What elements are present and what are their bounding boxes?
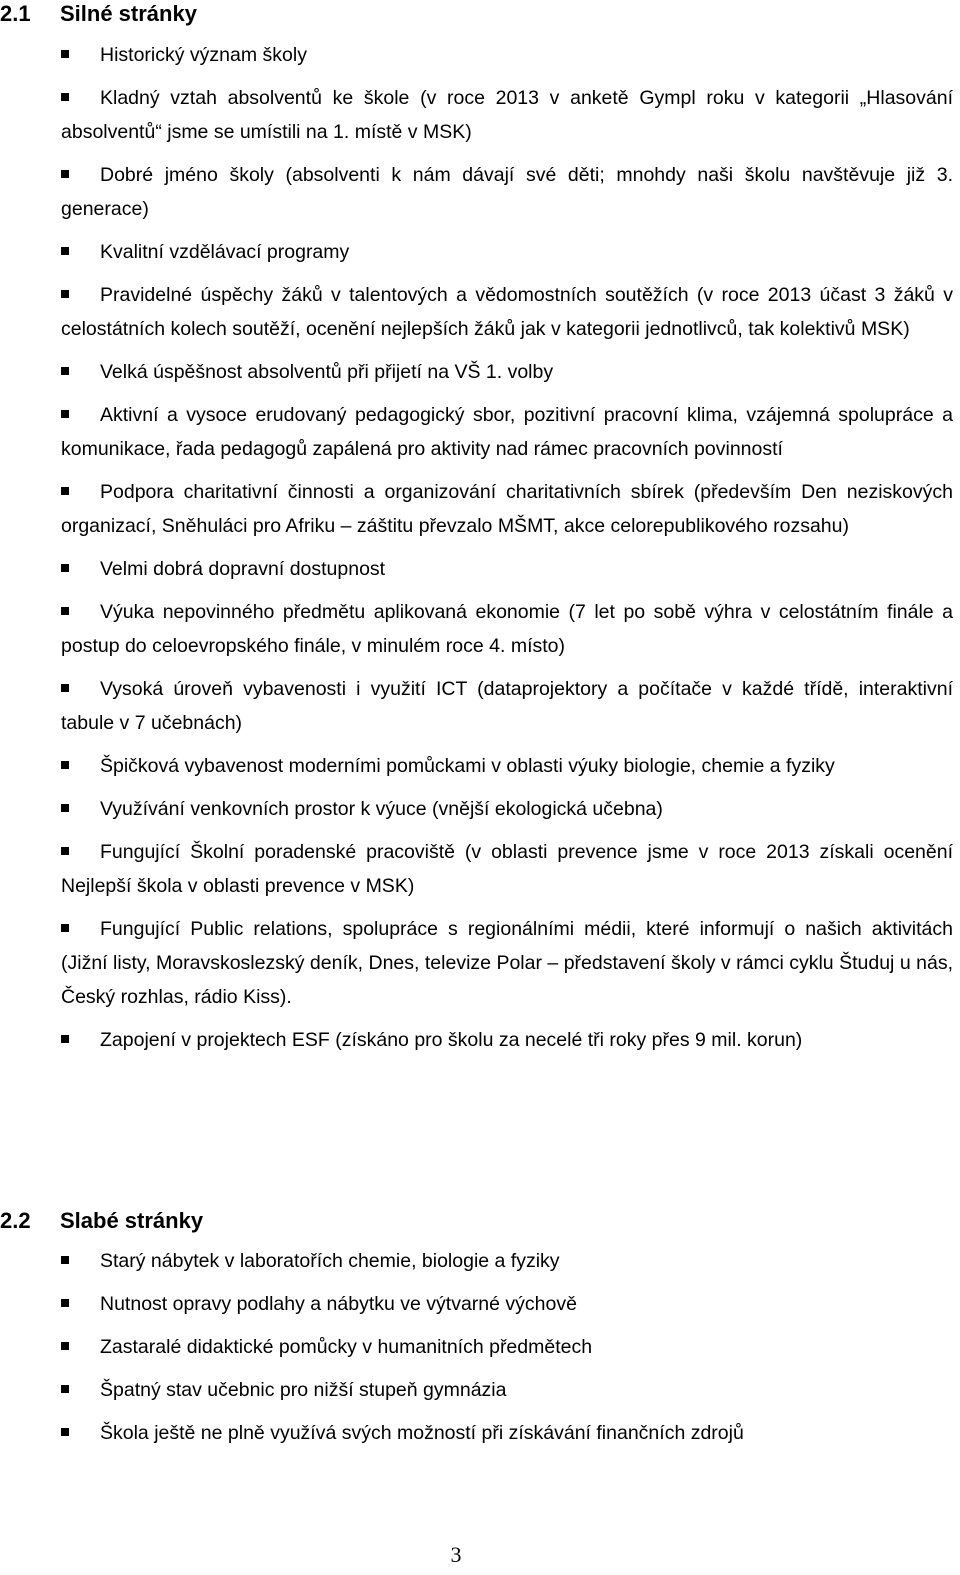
section-title: Silné stránky xyxy=(60,1,197,26)
list-item-text: Aktivní a vysoce erudovaný pedagogický sbor, pozitivní pracovní klima, vzájemná spolupráce a komunikace, řada pedagogů zapálená pro aktivity nad rámec pracovních povinností xyxy=(61,404,953,460)
square-bullet-icon xyxy=(61,247,69,255)
list-item xyxy=(61,835,953,903)
square-bullet-icon xyxy=(61,1342,69,1350)
list-item xyxy=(61,595,953,663)
list-item-text: Historický význam školy xyxy=(100,44,307,66)
square-bullet-icon xyxy=(61,804,69,812)
square-bullet-icon xyxy=(61,410,69,418)
list-item xyxy=(61,355,953,389)
list-item-text: Škola ještě ne plně využívá svých možností při získávání finančních zdrojů xyxy=(100,1422,744,1444)
square-bullet-icon xyxy=(61,684,69,692)
list-item xyxy=(61,1373,953,1407)
list-item-text: Dobré jméno školy (absolventi k nám dávají své děti; mnohdy naši školu navštěvuje již 3. generace) xyxy=(61,164,953,220)
list-item xyxy=(61,1023,953,1057)
list-item xyxy=(61,749,953,783)
section-number: 2.2 xyxy=(0,1208,31,1233)
section-heading-strengths xyxy=(0,0,197,28)
strengths-list xyxy=(61,38,953,1066)
list-item xyxy=(61,475,953,543)
section-heading-weaknesses xyxy=(0,1207,203,1235)
square-bullet-icon xyxy=(61,1299,69,1307)
list-item xyxy=(61,912,953,1014)
list-item-text: Nutnost opravy podlahy a nábytku ve výtvarné výchově xyxy=(100,1293,577,1315)
list-item-text: Velmi dobrá dopravní dostupnost xyxy=(100,558,386,580)
list-item-text: Kladný vztah absolventů ke škole (v roce 2013 v anketě Gympl roku v kategorii „Hlasování absolventů“ jsme se umístili na 1. místě v MSK) xyxy=(61,87,953,143)
list-item-text: Špičková vybavenost moderními pomůckami v oblasti výuky biologie, chemie a fyziky xyxy=(100,755,835,777)
list-item xyxy=(61,81,953,149)
square-bullet-icon xyxy=(61,487,69,495)
list-item-text: Starý nábytek v laboratořích chemie, biologie a fyziky xyxy=(100,1250,560,1272)
square-bullet-icon xyxy=(61,290,69,298)
list-item xyxy=(61,235,953,269)
square-bullet-icon xyxy=(61,1428,69,1436)
list-item-text: Zapojení v projektech ESF (získáno pro školu za necelé tři roky přes 9 mil. korun) xyxy=(100,1029,803,1051)
page-number: 3 xyxy=(450,1542,462,1567)
list-item xyxy=(61,1416,953,1450)
list-item xyxy=(61,398,953,466)
square-bullet-icon xyxy=(61,1035,69,1043)
square-bullet-icon xyxy=(61,367,69,375)
list-item-text: Fungující Školní poradenské pracoviště (v oblasti prevence jsme v roce 2013 získali ocenění Nejlepší škola v oblasti prevence v MSK) xyxy=(61,841,953,897)
list-item-text: Špatný stav učebnic pro nižší stupeň gymnázia xyxy=(100,1379,507,1401)
square-bullet-icon xyxy=(61,924,69,932)
list-item xyxy=(61,1330,953,1364)
list-item-text: Zastaralé didaktické pomůcky v humanitních předmětech xyxy=(100,1336,593,1358)
square-bullet-icon xyxy=(61,1385,69,1393)
list-item xyxy=(61,552,953,586)
list-item-text: Podpora charitativní činnosti a organizování charitativních sbírek (především Den neziskových organizací, Sněhuláci pro Afriku – záštitu převzalo MŠMT, akce celorepublikového rozsahu) xyxy=(61,481,953,537)
list-item-text: Výuka nepovinného předmětu aplikovaná ekonomie (7 let po sobě výhra v celostátním finále a postup do celoevropského finále, v minulém roce 4. místo) xyxy=(61,601,953,657)
square-bullet-icon xyxy=(61,93,69,101)
section-number: 2.1 xyxy=(0,1,31,26)
square-bullet-icon xyxy=(61,607,69,615)
list-item xyxy=(61,38,953,72)
list-item-text: Vysoká úroveň vybavenosti i využití ICT (dataprojektory a počítače v každé třídě, interaktivní tabule v 7 učebnách) xyxy=(61,678,953,734)
list-item xyxy=(61,792,953,826)
list-item-text: Využívání venkovních prostor k výuce (vnější ekologická učebna) xyxy=(100,798,663,820)
list-item xyxy=(61,1287,953,1321)
square-bullet-icon xyxy=(61,170,69,178)
list-item xyxy=(61,1244,953,1278)
square-bullet-icon xyxy=(61,564,69,572)
list-item-text: Velká úspěšnost absolventů při přijetí na VŠ 1. volby xyxy=(100,361,554,383)
list-item-text: Fungující Public relations, spolupráce s regionálními médii, které informují o našich aktivitách (Jižní listy, Moravskoslezský deník, Dnes, televize Polar – představení školy v rámci cyklu Študuj u nás, Český rozhlas, rádio Kiss). xyxy=(61,918,953,1008)
list-item xyxy=(61,158,953,226)
square-bullet-icon xyxy=(61,1256,69,1264)
list-item-text: Kvalitní vzdělávací programy xyxy=(100,241,350,263)
weaknesses-list xyxy=(61,1244,953,1459)
list-item xyxy=(61,278,953,346)
square-bullet-icon xyxy=(61,761,69,769)
square-bullet-icon xyxy=(61,847,69,855)
section-title: Slabé stránky xyxy=(60,1208,204,1233)
list-item xyxy=(61,672,953,740)
list-item-text: Pravidelné úspěchy žáků v talentových a vědomostních soutěžích (v roce 2013 účast 3 žáků v celostátních kolech soutěží, ocenění nejlepších žáků jak v kategorii jednotlivců, tak kolektivů MSK) xyxy=(61,284,953,340)
square-bullet-icon xyxy=(61,50,69,58)
